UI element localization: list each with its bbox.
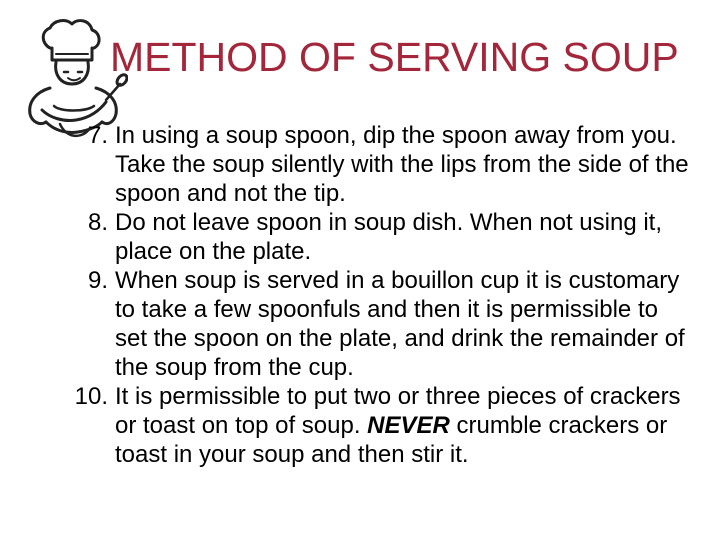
list-item xyxy=(30,121,690,208)
list-item-text: In using a soup spoon, dip the spoon away from you. Take the soup silently with the lips from the side of the spoon and not the tip. xyxy=(115,122,689,207)
list-item-text: When soup is served in a bouillon cup it is customary to take a few spoonfuls and then it is permissible to set the spoon on the plate, and drink the remainder of the soup from the cup. xyxy=(115,267,685,381)
list-item xyxy=(30,382,690,469)
list-item-text-after: crumble crackers or toast in your soup and then stir it. xyxy=(115,412,668,468)
list-item-text: Do not leave spoon in soup dish. When not using it, place on the plate. xyxy=(115,209,663,265)
list-item-number: 10. xyxy=(74,383,108,410)
list-item-text-before: It is permissible to put two or three pieces of crackers or toast on top of soup. xyxy=(115,383,681,439)
emphasis-never: NEVER xyxy=(367,412,450,439)
numbered-list xyxy=(30,121,690,469)
list-item-number: 7. xyxy=(87,122,108,149)
page-title: METHOD OF SERVING SOUP xyxy=(110,34,679,80)
list-item xyxy=(30,266,690,382)
list-item-number: 8. xyxy=(87,209,108,236)
list-item xyxy=(30,208,690,266)
list-item-number: 9. xyxy=(87,267,108,294)
list-item-text xyxy=(115,383,681,468)
